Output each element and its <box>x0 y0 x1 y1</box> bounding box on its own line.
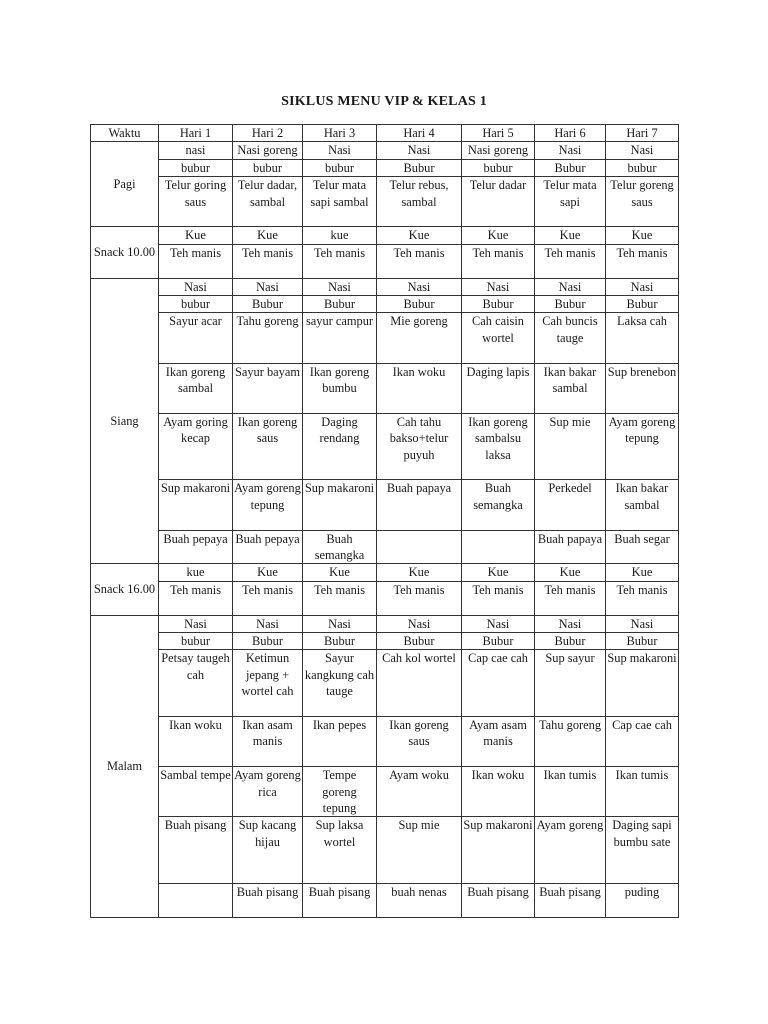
menu-cell-hari-3: Buah pisang <box>303 884 377 918</box>
menu-cell-hari-1: Petsay taugeh cah <box>159 650 233 717</box>
menu-cell-hari-1: Buah pisang <box>159 817 233 884</box>
menu-cell-hari-2: Ayam goreng rica <box>233 767 303 817</box>
table-row <box>91 581 679 615</box>
menu-cell-hari-5: Nasi <box>462 615 535 632</box>
menu-cell-hari-3: Telur mata sapi sambal <box>303 177 377 227</box>
menu-cell-hari-1: Ikan goreng sambal <box>159 363 233 413</box>
menu-cell-hari-5: Cah caisin wortel <box>462 313 535 363</box>
menu-cell-hari-4: Nasi <box>377 278 462 295</box>
menu-cell-hari-4: Ayam woku <box>377 767 462 817</box>
waktu-cell: Snack 10.00 <box>91 227 159 278</box>
menu-cell-hari-6: Buah pisang <box>535 884 606 918</box>
menu-cell-hari-6: Ikan bakar sambal <box>535 363 606 413</box>
menu-cell-hari-5: Daging lapis <box>462 363 535 413</box>
table-row <box>91 633 679 650</box>
menu-cell-hari-7: Kue <box>606 227 679 244</box>
menu-cell-hari-3: Ikan pepes <box>303 717 377 767</box>
table-row <box>91 530 679 564</box>
table-row <box>91 313 679 363</box>
table-row <box>91 278 679 295</box>
menu-cell-hari-7: Ikan tumis <box>606 767 679 817</box>
menu-cell-hari-6: Sup sayur <box>535 650 606 717</box>
menu-cell-hari-5: bubur <box>462 159 535 176</box>
menu-cell-hari-2: Kue <box>233 564 303 581</box>
waktu-cell: Malam <box>91 615 159 917</box>
menu-cell-hari-5: Kue <box>462 564 535 581</box>
menu-cell-hari-2: Sup kacang hijau <box>233 817 303 884</box>
menu-cell-hari-5: Ikan woku <box>462 767 535 817</box>
menu-cell-hari-1: Nasi <box>159 278 233 295</box>
menu-cell-hari-7: Ikan bakar sambal <box>606 480 679 530</box>
menu-cell-hari-7: Sup brenebon <box>606 363 679 413</box>
menu-cell-hari-2: bubur <box>233 159 303 176</box>
table-row <box>91 767 679 817</box>
table-row <box>91 296 679 313</box>
menu-cell-hari-1: nasi <box>159 142 233 159</box>
menu-cell-hari-7: Sup makaroni <box>606 650 679 717</box>
header-hari-7: Hari 7 <box>606 125 679 142</box>
menu-cell-hari-2: Buah pisang <box>233 884 303 918</box>
header-hari-4: Hari 4 <box>377 125 462 142</box>
menu-cell-hari-6: Bubur <box>535 159 606 176</box>
menu-cell-hari-1: kue <box>159 564 233 581</box>
menu-cell-hari-1 <box>159 884 233 918</box>
table-row <box>91 177 679 227</box>
menu-cell-hari-5: Bubur <box>462 633 535 650</box>
waktu-cell: Siang <box>91 278 159 564</box>
menu-cell-hari-4: Bubur <box>377 633 462 650</box>
menu-cell-hari-7: Nasi <box>606 142 679 159</box>
menu-cell-hari-2: Teh manis <box>233 581 303 615</box>
menu-cell-hari-1: Teh manis <box>159 581 233 615</box>
menu-cell-hari-4: Ikan woku <box>377 363 462 413</box>
menu-cell-hari-5: Ikan goreng sambalsu laksa <box>462 413 535 480</box>
menu-cell-hari-2: Tahu goreng <box>233 313 303 363</box>
menu-cell-hari-1: Ayam goring kecap <box>159 413 233 480</box>
menu-cell-hari-2: Telur dadar, sambal <box>233 177 303 227</box>
menu-cell-hari-4: buah nenas <box>377 884 462 918</box>
menu-cell-hari-3: kue <box>303 227 377 244</box>
menu-cell-hari-3: Bubur <box>303 296 377 313</box>
table-row <box>91 413 679 480</box>
menu-cell-hari-3: Teh manis <box>303 244 377 278</box>
menu-cell-hari-6: Perkedel <box>535 480 606 530</box>
table-row <box>91 480 679 530</box>
menu-cell-hari-7: Telur goreng saus <box>606 177 679 227</box>
menu-cell-hari-4 <box>377 530 462 564</box>
menu-cell-hari-5: Buah semangka <box>462 480 535 530</box>
menu-cell-hari-7: Bubur <box>606 633 679 650</box>
menu-cell-hari-2: Teh manis <box>233 244 303 278</box>
menu-cell-hari-1: bubur <box>159 296 233 313</box>
table-row <box>91 817 679 884</box>
menu-cell-hari-6: Teh manis <box>535 581 606 615</box>
menu-cell-hari-6: Ikan tumis <box>535 767 606 817</box>
menu-cell-hari-4: Buah papaya <box>377 480 462 530</box>
menu-cell-hari-2: Ikan goreng saus <box>233 413 303 480</box>
menu-cell-hari-2: Ikan asam manis <box>233 717 303 767</box>
menu-cell-hari-7: Kue <box>606 564 679 581</box>
menu-cell-hari-4: Cah tahu bakso+telur puyuh <box>377 413 462 480</box>
menu-cell-hari-1: Sup makaroni <box>159 480 233 530</box>
menu-cell-hari-6: Kue <box>535 227 606 244</box>
menu-cell-hari-1: bubur <box>159 633 233 650</box>
menu-cell-hari-5: Ayam asam manis <box>462 717 535 767</box>
menu-cell-hari-2: Buah pepaya <box>233 530 303 564</box>
menu-cell-hari-6: Teh manis <box>535 244 606 278</box>
menu-cell-hari-3: Daging rendang <box>303 413 377 480</box>
table-row <box>91 884 679 918</box>
waktu-cell: Snack 16.00 <box>91 564 159 615</box>
menu-cell-hari-3: sayur campur <box>303 313 377 363</box>
table-row <box>91 244 679 278</box>
menu-cell-hari-6: Nasi <box>535 278 606 295</box>
table-row <box>91 717 679 767</box>
menu-cell-hari-2: Ayam goreng tepung <box>233 480 303 530</box>
menu-cell-hari-1: Nasi <box>159 615 233 632</box>
menu-cell-hari-1: Buah pepaya <box>159 530 233 564</box>
menu-cell-hari-3: Sayur kangkung cah tauge <box>303 650 377 717</box>
menu-cell-hari-4: Teh manis <box>377 581 462 615</box>
table-row <box>91 564 679 581</box>
menu-cell-hari-3: Nasi <box>303 142 377 159</box>
menu-cell-hari-2: Kue <box>233 227 303 244</box>
menu-cell-hari-5: Telur dadar <box>462 177 535 227</box>
menu-cell-hari-5 <box>462 530 535 564</box>
header-hari-3: Hari 3 <box>303 125 377 142</box>
menu-cell-hari-5: Cap cae cah <box>462 650 535 717</box>
waktu-cell: Pagi <box>91 142 159 227</box>
menu-cell-hari-1: Sambal tempe <box>159 767 233 817</box>
menu-cell-hari-6: Sup mie <box>535 413 606 480</box>
menu-cell-hari-5: Teh manis <box>462 244 535 278</box>
menu-cell-hari-4: Nasi <box>377 615 462 632</box>
menu-cell-hari-6: Bubur <box>535 296 606 313</box>
menu-cell-hari-7: bubur <box>606 159 679 176</box>
menu-cell-hari-6: Telur mata sapi <box>535 177 606 227</box>
menu-cell-hari-7: Teh manis <box>606 581 679 615</box>
menu-cell-hari-5: Teh manis <box>462 581 535 615</box>
menu-cell-hari-4: Nasi <box>377 142 462 159</box>
menu-cell-hari-2: Nasi goreng <box>233 142 303 159</box>
menu-cell-hari-3: Bubur <box>303 633 377 650</box>
menu-cell-hari-7: Ayam goreng tepung <box>606 413 679 480</box>
menu-cell-hari-6: Nasi <box>535 615 606 632</box>
menu-cell-hari-7: Nasi <box>606 615 679 632</box>
menu-cell-hari-3: Buah semangka <box>303 530 377 564</box>
menu-cell-hari-6: Tahu goreng <box>535 717 606 767</box>
menu-cell-hari-7: Teh manis <box>606 244 679 278</box>
menu-cell-hari-7: Buah segar <box>606 530 679 564</box>
menu-cell-hari-4: Kue <box>377 564 462 581</box>
menu-cell-hari-5: Sup makaroni <box>462 817 535 884</box>
table-row <box>91 159 679 176</box>
table-row <box>91 227 679 244</box>
menu-cell-hari-5: Nasi goreng <box>462 142 535 159</box>
menu-cell-hari-6: Cah buncis tauge <box>535 313 606 363</box>
menu-cell-hari-2: Bubur <box>233 633 303 650</box>
menu-cell-hari-7: puding <box>606 884 679 918</box>
menu-cell-hari-3: Teh manis <box>303 581 377 615</box>
menu-cell-hari-6: Nasi <box>535 142 606 159</box>
menu-cell-hari-4: Cah kol wortel <box>377 650 462 717</box>
menu-cell-hari-3: Tempe goreng tepung <box>303 767 377 817</box>
menu-cell-hari-6: Kue <box>535 564 606 581</box>
menu-cell-hari-7: Laksa cah <box>606 313 679 363</box>
menu-cell-hari-7: Nasi <box>606 278 679 295</box>
menu-cell-hari-2: Ketimun jepang + wortel cah <box>233 650 303 717</box>
menu-cell-hari-7: Daging sapi bumbu sate <box>606 817 679 884</box>
menu-cell-hari-6: Buah papaya <box>535 530 606 564</box>
menu-cell-hari-2: Bubur <box>233 296 303 313</box>
menu-cell-hari-1: Sayur acar <box>159 313 233 363</box>
menu-cell-hari-5: Buah pisang <box>462 884 535 918</box>
menu-cell-hari-3: Nasi <box>303 278 377 295</box>
menu-cell-hari-4: Kue <box>377 227 462 244</box>
menu-cycle-table <box>90 124 679 918</box>
menu-cell-hari-2: Nasi <box>233 278 303 295</box>
header-hari-1: Hari 1 <box>159 125 233 142</box>
menu-cell-hari-4: Sup mie <box>377 817 462 884</box>
header-waktu: Waktu <box>91 125 159 142</box>
menu-cell-hari-3: Sup laksa wortel <box>303 817 377 884</box>
menu-cell-hari-4: Mie goreng <box>377 313 462 363</box>
menu-cell-hari-1: Kue <box>159 227 233 244</box>
menu-cell-hari-4: Bubur <box>377 296 462 313</box>
menu-cell-hari-3: Ikan goreng bumbu <box>303 363 377 413</box>
menu-cell-hari-5: Kue <box>462 227 535 244</box>
menu-cell-hari-5: Nasi <box>462 278 535 295</box>
table-row <box>91 142 679 159</box>
menu-cell-hari-1: bubur <box>159 159 233 176</box>
menu-cell-hari-7: Bubur <box>606 296 679 313</box>
header-hari-5: Hari 5 <box>462 125 535 142</box>
menu-cell-hari-3: Nasi <box>303 615 377 632</box>
menu-cell-hari-6: Ayam goreng <box>535 817 606 884</box>
table-row <box>91 363 679 413</box>
menu-cell-hari-3: bubur <box>303 159 377 176</box>
menu-cell-hari-3: Sup makaroni <box>303 480 377 530</box>
header-row <box>91 125 679 142</box>
menu-cell-hari-1: Ikan woku <box>159 717 233 767</box>
menu-cell-hari-6: Bubur <box>535 633 606 650</box>
menu-cell-hari-1: Teh manis <box>159 244 233 278</box>
menu-cell-hari-2: Nasi <box>233 615 303 632</box>
menu-cell-hari-5: Bubur <box>462 296 535 313</box>
menu-cell-hari-4: Ikan goreng saus <box>377 717 462 767</box>
table-body <box>91 142 679 917</box>
table-row <box>91 650 679 717</box>
table-row <box>91 615 679 632</box>
menu-cell-hari-2: Sayur bayam <box>233 363 303 413</box>
menu-cell-hari-1: Telur goring saus <box>159 177 233 227</box>
header-hari-6: Hari 6 <box>535 125 606 142</box>
menu-cell-hari-7: Cap cae cah <box>606 717 679 767</box>
page-title: SIKLUS MENU VIP & KELAS 1 <box>281 94 487 109</box>
header-hari-2: Hari 2 <box>233 125 303 142</box>
menu-cell-hari-4: Bubur <box>377 159 462 176</box>
menu-cell-hari-4: Telur rebus, sambal <box>377 177 462 227</box>
menu-cell-hari-3: Kue <box>303 564 377 581</box>
menu-cell-hari-4: Teh manis <box>377 244 462 278</box>
